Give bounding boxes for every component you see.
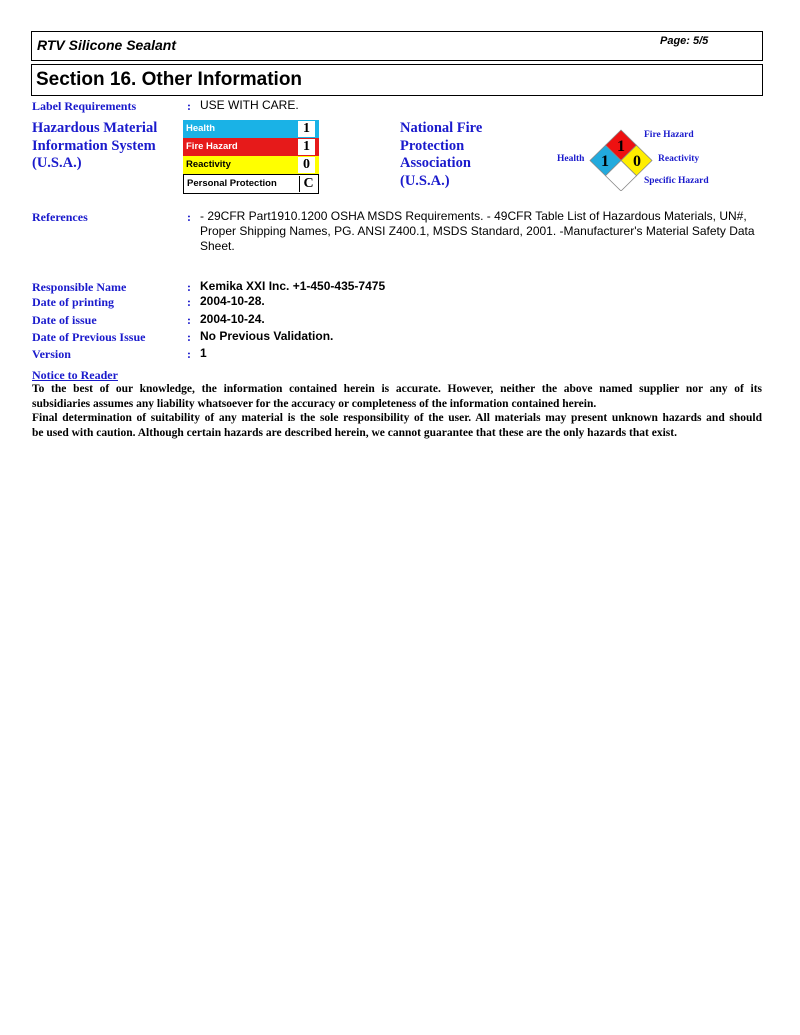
document-header <box>31 31 763 61</box>
label-requirements-value: USE WITH CARE. <box>200 98 299 112</box>
nfpa-title <box>400 120 482 190</box>
hmis-health-label: Health <box>186 123 216 134</box>
section-title: Section 16. Other Information <box>36 69 303 90</box>
responsible-name-colon: : <box>187 280 191 294</box>
hmis-ppe-value: C <box>299 176 317 192</box>
label-requirements-label: Label Requirements <box>32 99 137 113</box>
hmis-reactivity-label: Reactivity <box>186 159 231 170</box>
hmis-title-line1: Hazardous Material <box>32 120 158 136</box>
nfpa-title-line1: National Fire <box>400 120 483 136</box>
hmis-fire-label: Fire Hazard <box>186 141 238 152</box>
date-of-issue-label: Date of issue <box>32 313 97 327</box>
references-line1: - 29CFR Part1910.1200 OSHA MSDS Requirements. - 49CFR Table List of Hazardous Materials, UN#, <box>200 209 747 223</box>
notice-paragraph-1 <box>32 382 762 411</box>
date-of-printing-value: 2004-10-28. <box>200 294 265 308</box>
hmis-health-value: 1 <box>298 121 315 137</box>
hmis-title-line3: (U.S.A.) <box>32 155 82 171</box>
hmis-row-fire <box>183 138 319 156</box>
date-of-previous-issue-colon: : <box>187 330 191 344</box>
date-of-previous-issue-value: No Previous Validation. <box>200 329 334 343</box>
nfpa-health-label: Health <box>557 154 585 164</box>
notice-paragraph-2 <box>32 411 762 440</box>
nfpa-reactivity-label: Reactivity <box>658 154 700 164</box>
hmis-title-line2: Information System <box>32 137 156 154</box>
notice-p2-line1: Final determination of suitability of any material is the sole responsibility of the user. All materials may present unknown hazards and should <box>32 412 762 424</box>
responsible-name-label: Responsible Name <box>32 280 127 294</box>
responsible-name-value: Kemika XXI Inc. +1-450-435-7475 <box>200 279 386 293</box>
date-of-issue-value: 2004-10-24. <box>200 312 265 326</box>
date-of-printing-colon: : <box>187 295 191 309</box>
nfpa-fire-value: 1 <box>617 138 625 155</box>
date-of-previous-issue-label: Date of Previous Issue <box>32 330 146 344</box>
hmis-row-ppe <box>183 174 319 194</box>
hmis-reactivity-value: 0 <box>298 157 315 173</box>
hmis-row-health <box>183 120 319 138</box>
hmis-row-reactivity <box>183 156 319 174</box>
references-line3: Sheet. <box>200 239 235 253</box>
hmis-title <box>32 120 157 173</box>
label-requirements-colon: : <box>187 99 191 113</box>
nfpa-reactivity-value: 0 <box>633 153 641 170</box>
nfpa-fire-label: Fire Hazard <box>644 130 694 140</box>
notice-title: Notice to Reader <box>32 368 118 382</box>
section-title-box <box>31 64 763 96</box>
date-of-issue-colon: : <box>187 313 191 327</box>
version-colon: : <box>187 347 191 361</box>
notice-p2-line2: be used with caution. Although certain hazards are described herein, we cannot guarantee that these are the only hazards that exist. <box>32 426 677 439</box>
nfpa-title-line4: (U.S.A.) <box>400 172 450 189</box>
page-number: Page: 5/5 <box>660 35 709 47</box>
product-name: RTV Silicone Sealant <box>37 37 177 53</box>
notice-p1-line1: To the best of our knowledge, the information contained herein is accurate. However, neither the above named supplier nor any of its <box>32 383 762 395</box>
hmis-fire-value: 1 <box>298 139 315 155</box>
notice-p1-line2: subsidiaries assumes any liability whatsoever for the accuracy or completeness of the information contained herein. <box>32 397 597 410</box>
hmis-ppe-label: Personal Protection <box>187 178 277 189</box>
references-colon: : <box>187 210 191 224</box>
references-label: References <box>32 210 88 224</box>
version-label: Version <box>32 347 71 361</box>
nfpa-title-line2: Protection <box>400 137 465 154</box>
date-of-printing-label: Date of printing <box>32 295 114 309</box>
nfpa-title-line3: Association <box>400 155 471 171</box>
references-text <box>200 209 755 254</box>
nfpa-health-value: 1 <box>601 153 609 170</box>
references-line2: Proper Shipping Names, PG. ANSI Z400.1, MSDS Standard, 2001. -Manufacturer's Material Safety Data <box>200 224 755 238</box>
nfpa-specific-label: Specific Hazard <box>644 176 709 186</box>
version-value: 1 <box>200 346 207 360</box>
